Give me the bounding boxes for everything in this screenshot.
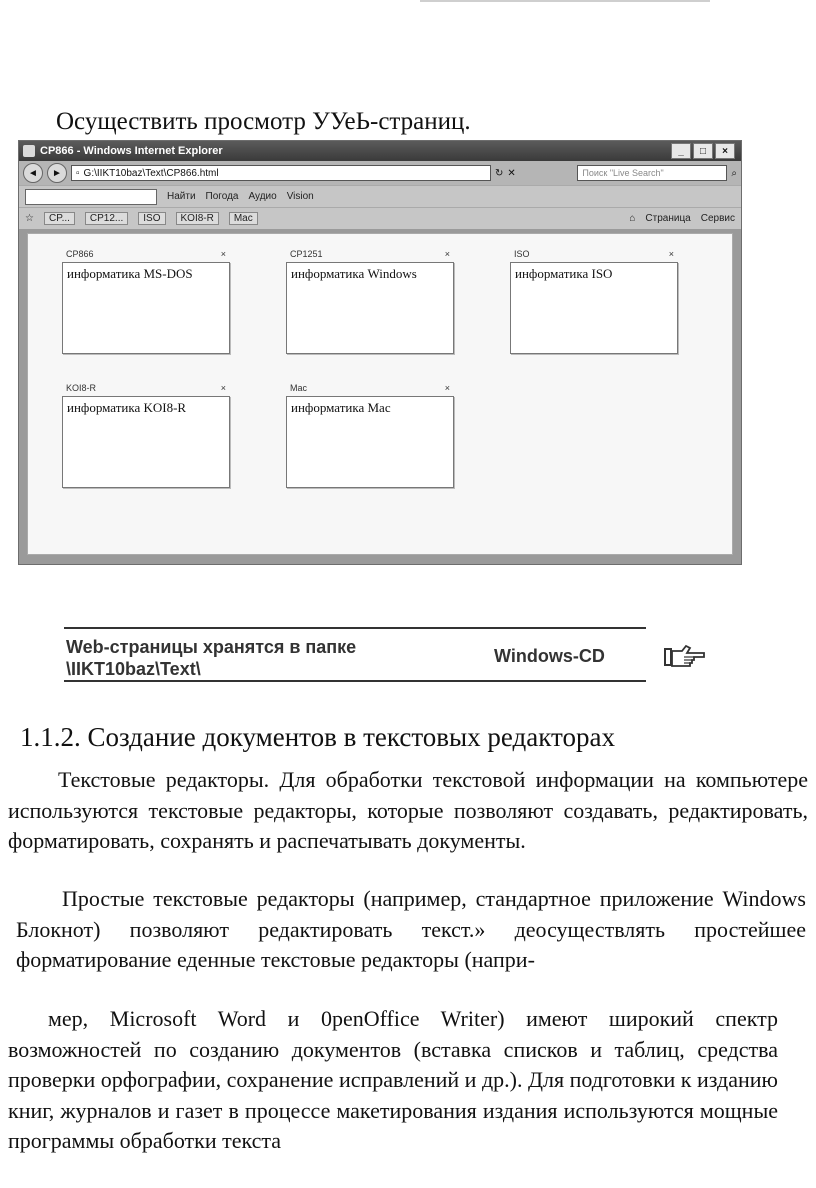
search-icon[interactable]: ⌕: [731, 167, 737, 179]
frame-close-icon[interactable]: ×: [668, 249, 674, 259]
tab-mac[interactable]: Mac: [229, 212, 258, 225]
toolbar-vision[interactable]: Vision: [286, 191, 314, 202]
page-icon: ▫: [76, 167, 80, 179]
note-top-rule: [64, 627, 646, 629]
toolbar-find[interactable]: Найти: [167, 191, 196, 202]
frame-close-icon[interactable]: ×: [444, 249, 450, 259]
frame-text: информатика ISO: [510, 262, 678, 354]
browser-title-bar: [19, 141, 741, 161]
frame-cp866: [62, 246, 230, 356]
window-controls: [671, 143, 741, 159]
frame-label: ISO: [514, 249, 530, 259]
address-row: [19, 161, 741, 185]
frame-text: информатика Windows: [286, 262, 454, 354]
top-rule: [420, 0, 710, 2]
minimize-button[interactable]: _: [671, 143, 691, 159]
favorites-star-icon[interactable]: ☆: [25, 213, 34, 224]
search-input[interactable]: Поиск "Live Search": [577, 165, 727, 181]
frame-iso: [510, 246, 678, 356]
stop-icon[interactable]: ✕: [507, 167, 516, 179]
frame-close-icon[interactable]: ×: [220, 249, 226, 259]
tools-menu[interactable]: Сервис: [700, 213, 735, 224]
frame-label: CP1251: [290, 249, 323, 259]
frame-text: информатика Mac: [286, 396, 454, 488]
tab-iso[interactable]: ISO: [138, 212, 165, 225]
frame-label: KOI8-R: [66, 383, 97, 393]
toolbar-search: [19, 185, 741, 207]
paragraph-2: Простые текстовые редакторы (например, стандартное приложение Windows Блокнот) позволяют редактировать текст.» деосуществлять простейшее форматирование еденные текстовые редакторы (напри-: [16, 886, 806, 972]
frame-label: CP866: [66, 249, 94, 259]
frame-label: Mac: [290, 383, 308, 393]
note-bottom-rule: [64, 680, 646, 682]
back-button[interactable]: ◄: [23, 163, 43, 183]
frame-mac: [286, 380, 454, 490]
page-menu[interactable]: Страница: [645, 213, 691, 224]
paragraph-3: мер, Microsoft Word и 0penOffice Writer) имеют широкий спектр возможностей по созданию документов (вставка списков и таблиц, средства проверки орфографии, сохранение исправлений и др.). Для подготовки к изданию книг, журналов и газет в процессе макетирования издания используются мощные программы обработки текста: [8, 1006, 778, 1153]
frame-cp1251: [286, 246, 454, 356]
home-icon[interactable]: ⌂: [629, 213, 636, 224]
frame-close-icon[interactable]: ×: [220, 383, 226, 393]
frame-close-icon[interactable]: ×: [444, 383, 450, 393]
forward-button[interactable]: ►: [47, 163, 67, 183]
tab-cp1251[interactable]: CP12...: [85, 212, 128, 225]
note-text: [66, 636, 356, 680]
pointing-hand-icon: [664, 643, 708, 669]
frame-text: информатика KOI8-R: [62, 396, 230, 488]
browser-title: CP866 - Windows Internet Explorer: [40, 145, 223, 157]
refresh-icon[interactable]: ↻: [495, 167, 504, 179]
close-window-button[interactable]: ×: [715, 143, 735, 159]
intro-line: Осуществить просмотр УУеЬ-страниц.: [56, 108, 471, 135]
toolbar-search-field[interactable]: [25, 189, 157, 205]
tab-koi8r[interactable]: KOI8-R: [176, 212, 219, 225]
note-line-2: \IIKT10baz\Text\: [66, 659, 201, 679]
paragraph-1: Текстовые редакторы. Для обработки текстовой информации на компьютере используются текстовые редакторы, которые позволяют создавать, редактировать, форматировать, сохранять и распечатывать документы.: [8, 767, 808, 853]
section-heading: 1.1.2. Создание документов в текстовых редакторах: [20, 722, 615, 752]
ie-app-icon: [23, 145, 35, 157]
browser-screenshot: [18, 140, 742, 565]
frame-text: информатика MS-DOS: [62, 262, 230, 354]
address-bar[interactable]: [71, 165, 491, 181]
tab-bar: [19, 207, 741, 229]
note-line-1: Web-страницы хранятся в папке: [66, 637, 357, 657]
maximize-button[interactable]: □: [693, 143, 713, 159]
address-text: G:\IIKT10baz\Text\CP866.html: [83, 167, 219, 179]
tab-cp866[interactable]: CP...: [44, 212, 75, 225]
note-cd-label: Windows-CD: [494, 646, 605, 666]
toolbar-weather[interactable]: Погода: [205, 191, 239, 202]
toolbar-audio[interactable]: Аудио: [248, 191, 277, 202]
browser-content: [27, 233, 733, 555]
frame-koi8r: [62, 380, 230, 490]
